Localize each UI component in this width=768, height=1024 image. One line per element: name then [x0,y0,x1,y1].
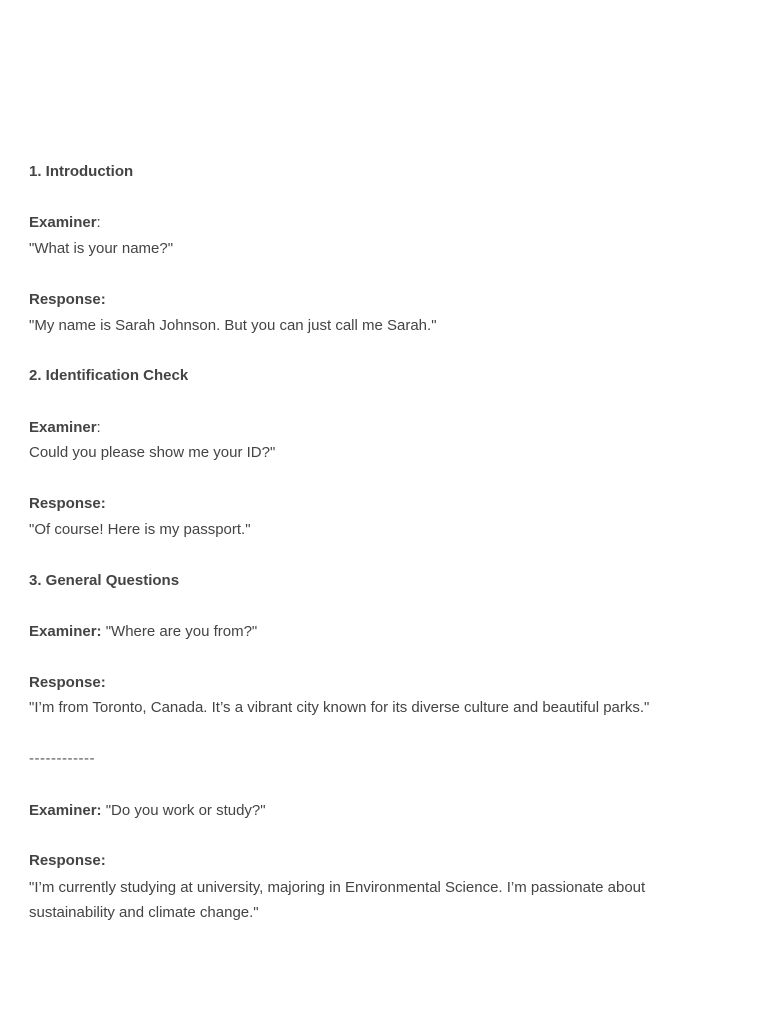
section-heading-introduction: 1. Introduction [29,163,134,180]
examiner-line [29,418,101,438]
response-text: "I’m currently studying at university, majoring in Environmental Science. I’m passionate about sustainability and climate change." [29,879,646,921]
examiner-colon: : [96,419,101,436]
divider: ------------ [29,750,95,767]
response-label: Response: [29,852,106,869]
examiner-question: Could you please show me your ID?" [29,444,276,461]
examiner-question: "Where are you from?" [101,623,258,640]
response-label: Response: [29,291,106,308]
response-label: Response: [29,495,106,512]
examiner-question: "What is your name?" [29,240,174,257]
examiner-line [29,213,101,233]
examiner-label: Examiner [29,214,97,231]
examiner-label: Examiner: [29,623,102,640]
response-text: "My name is Sarah Johnson. But you can just call me Sarah." [29,317,437,334]
examiner-question: "Do you work or study?" [101,802,266,819]
response-label: Response: [29,674,106,691]
examiner-line [29,622,257,642]
examiner-label: Examiner: [29,802,102,819]
section-heading-general-questions: 3. General Questions [29,572,180,589]
examiner-label: Examiner [29,419,97,436]
response-text: "Of course! Here is my passport." [29,521,251,538]
response-text: "I’m from Toronto, Canada. It’s a vibrant city known for its diverse culture and beautiful parks." [29,699,650,716]
examiner-colon: : [96,214,101,231]
section-heading-identification-check: 2. Identification Check [29,367,189,384]
examiner-line [29,801,266,821]
